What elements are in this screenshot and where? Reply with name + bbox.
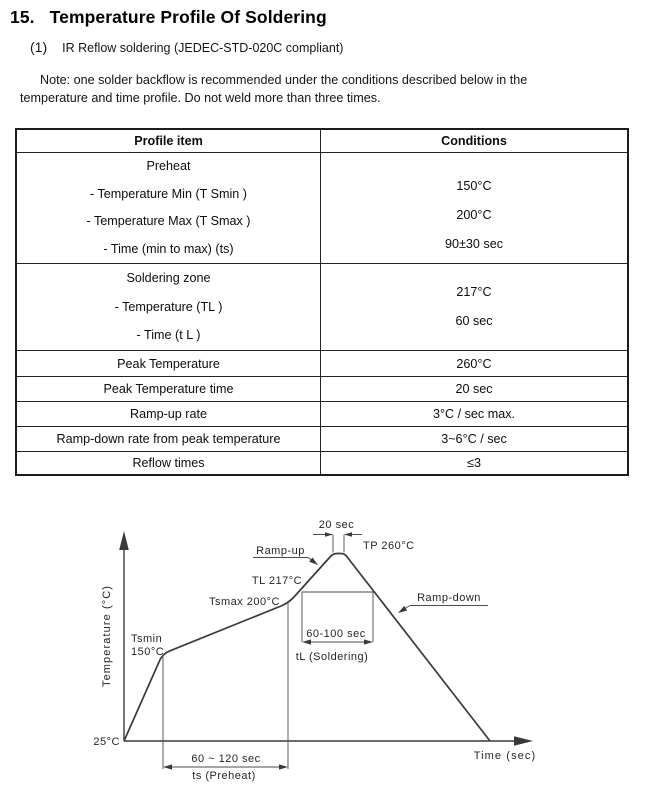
tsmin-temp-label: 150°C: [131, 646, 165, 658]
section-title: Temperature Profile Of Soldering: [49, 7, 327, 27]
arrow-right-icon: [364, 639, 373, 644]
table-row-reflow-times: [17, 451, 627, 474]
tl-label: TL 217°C: [251, 575, 303, 587]
arrow-right-icon: [325, 532, 333, 537]
condition-value: 200°C: [456, 208, 492, 222]
condition-value: 3~6°C / sec: [441, 432, 507, 446]
table-row-soldering-zone: [17, 263, 627, 350]
x-axis-arrow-icon: [514, 736, 533, 745]
note-paragraph: [20, 71, 605, 107]
item-line: Soldering zone: [126, 271, 211, 286]
condition-value: 90±30 sec: [444, 237, 504, 251]
condition-value: 60 sec: [455, 314, 493, 328]
soldering-zone-label: tL (Soldering): [295, 651, 369, 663]
soldering-time-label: 60-100 sec: [306, 628, 366, 640]
page-title: [10, 7, 327, 28]
item-line: Reflow times: [132, 456, 205, 470]
item-cell: [17, 264, 321, 350]
item-line: - Time (min to max) (ts): [103, 241, 234, 256]
table-row-peak-temperature-time: [17, 376, 627, 401]
item-line: - Time (t L ): [136, 328, 201, 343]
arrow-left-icon: [344, 532, 352, 537]
note-line-1: Note: one solder backflow is recommended under the conditions described below in the: [40, 73, 528, 87]
peak-time-dimension-label: 20 sec: [318, 519, 355, 531]
section-number: 15.: [10, 7, 35, 27]
tsmin-label: Tsmin: [131, 633, 163, 645]
arrow-right-icon: [279, 764, 288, 769]
subsection-number: (1): [30, 39, 48, 55]
item-line: - Temperature Max (T Smax ): [86, 214, 251, 228]
ramp-down-label: Ramp-down: [417, 592, 481, 604]
tsmax-label: Tsmax 200°C: [208, 596, 280, 608]
ramp-up-label: Ramp-up: [256, 545, 305, 557]
item-line: Peak Temperature: [117, 356, 220, 371]
condition-value: 20 sec: [455, 382, 493, 396]
item-line: - Temperature Min (T Smin ): [90, 186, 247, 201]
x-axis-label: Time (sec): [473, 750, 537, 762]
table-row-ramp-up-rate: [17, 401, 627, 426]
subsection: [30, 39, 343, 55]
arrow-left-icon: [302, 639, 311, 644]
table-row-preheat: [17, 152, 627, 263]
preheat-time-label: 60 ~ 120 sec: [191, 753, 261, 765]
table-row-peak-temperature: [17, 350, 627, 376]
condition-value: ≤3: [467, 456, 481, 470]
arrow-down-right-icon: [309, 557, 318, 565]
condition-cell: [321, 264, 627, 350]
condition-value: 260°C: [456, 356, 492, 371]
item-line: Ramp-down rate from peak temperature: [56, 432, 281, 446]
temperature-profile-diagram: [0, 495, 654, 785]
condition-cell: [321, 153, 627, 263]
condition-value: 3°C / sec max.: [432, 407, 516, 421]
item-cell: [17, 153, 321, 263]
subsection-label: IR Reflow soldering (JEDEC-STD-020C compliant): [62, 41, 344, 55]
condition-value: 150°C: [456, 179, 492, 193]
profile-curve: [124, 554, 490, 742]
origin-temp-label: 25°C: [93, 736, 120, 748]
preheat-label: ts (Preheat): [192, 770, 256, 782]
note-line-2: temperature and time profile. Do not weld more than three times.: [20, 91, 381, 105]
item-line: Peak Temperature time: [103, 382, 234, 396]
item-line: Ramp-up rate: [130, 407, 207, 421]
arrow-down-left-icon: [398, 606, 407, 613]
col-header-profile-item: Profile item: [134, 134, 203, 148]
table-row-ramp-down-rate: [17, 426, 627, 451]
arrow-left-icon: [163, 764, 172, 769]
item-line: Preheat: [146, 159, 191, 173]
tp-label: TP 260°C: [363, 540, 415, 552]
item-line: - Temperature (TL ): [114, 299, 223, 314]
condition-value: 217°C: [456, 285, 492, 300]
profile-conditions-table: [15, 128, 629, 476]
table-header-row: [17, 130, 627, 152]
y-axis-label: Temperature (°C): [101, 584, 113, 688]
col-header-conditions: Conditions: [441, 134, 507, 148]
y-axis-arrow-icon: [119, 531, 129, 550]
